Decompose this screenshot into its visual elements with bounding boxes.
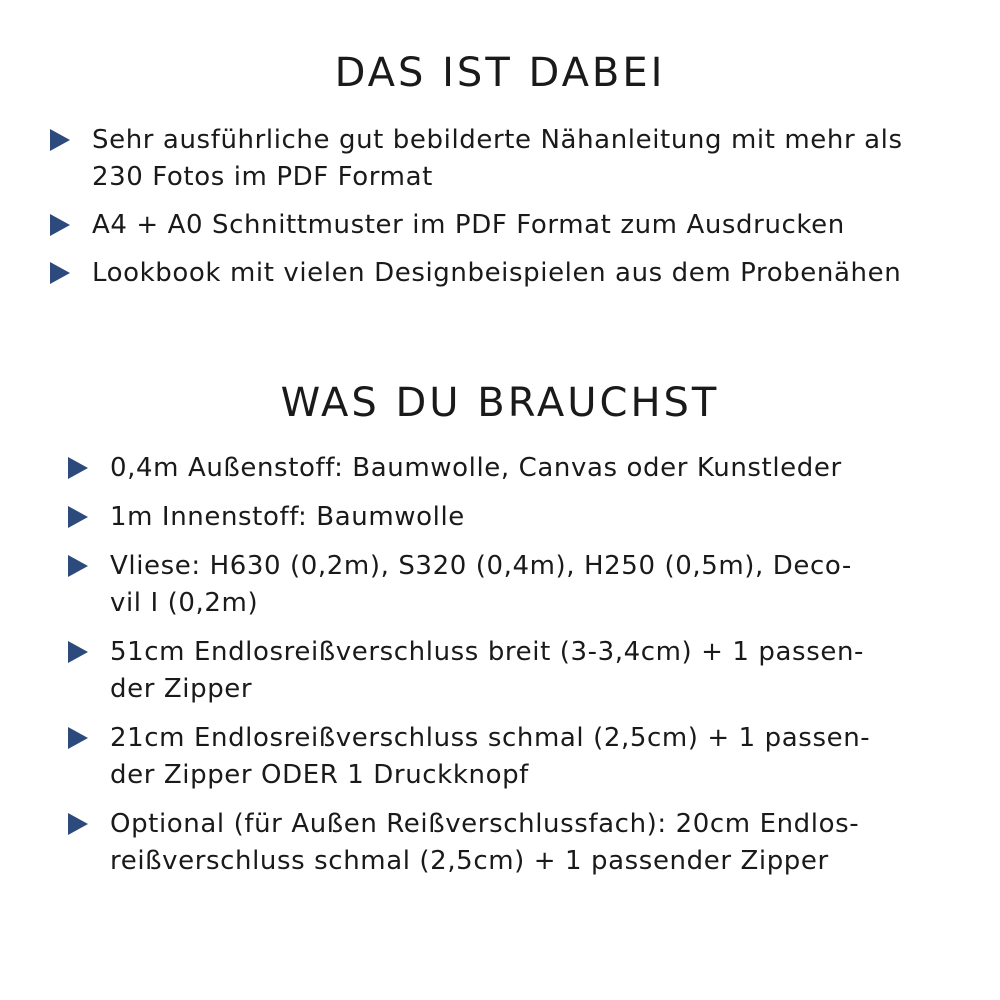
list-item [50,122,990,196]
list-item-text: 51cm Endlosreißverschluss breit (3-3,4cm) + 1 passen- der Zipper [110,637,865,704]
list-item [68,634,948,708]
included-list [50,122,990,303]
list-item-text: 1m Innenstoff: Baumwolle [110,502,465,532]
triangle-right-icon [50,214,70,236]
list-item [68,499,948,536]
triangle-right-icon [50,262,70,284]
triangle-right-icon [68,506,88,528]
list-item-text: A4 + A0 Schnittmuster im PDF Format zum Ausdrucken [92,210,845,240]
list-item-text: Vliese: H630 (0,2m), S320 (0,4m), H250 (0,5m), Deco- vil I (0,2m) [110,551,852,618]
list-item-text: 21cm Endlosreißverschluss schmal (2,5cm) + 1 passen- der Zipper ODER 1 Druckknopf [110,723,871,790]
triangle-right-icon [68,641,88,663]
list-item [68,806,948,880]
list-item-text: Lookbook mit vielen Designbeispielen aus dem Probenähen [92,258,902,288]
list-item-text: 0,4m Außenstoff: Baumwolle, Canvas oder Kunstleder [110,453,842,483]
list-item [68,548,948,622]
list-item [68,450,948,487]
triangle-right-icon [68,457,88,479]
materials-list [68,450,948,892]
triangle-right-icon [68,555,88,577]
triangle-right-icon [68,727,88,749]
list-item-text: Optional (für Außen Reißverschlussfach): 20cm Endlos- reißverschluss schmal (2,5cm) + 1 passender Zipper [110,809,860,876]
section-title-materials: WAS DU BRAUCHST [280,380,720,426]
triangle-right-icon [50,129,70,151]
list-item [68,720,948,794]
triangle-right-icon [68,813,88,835]
list-item [50,255,990,292]
list-item-text: Sehr ausführliche gut bebilderte Nähanleitung mit mehr als 230 Fotos im PDF Format [92,125,903,192]
list-item [50,207,990,244]
section-title-included: DAS IST DABEI [334,50,666,96]
